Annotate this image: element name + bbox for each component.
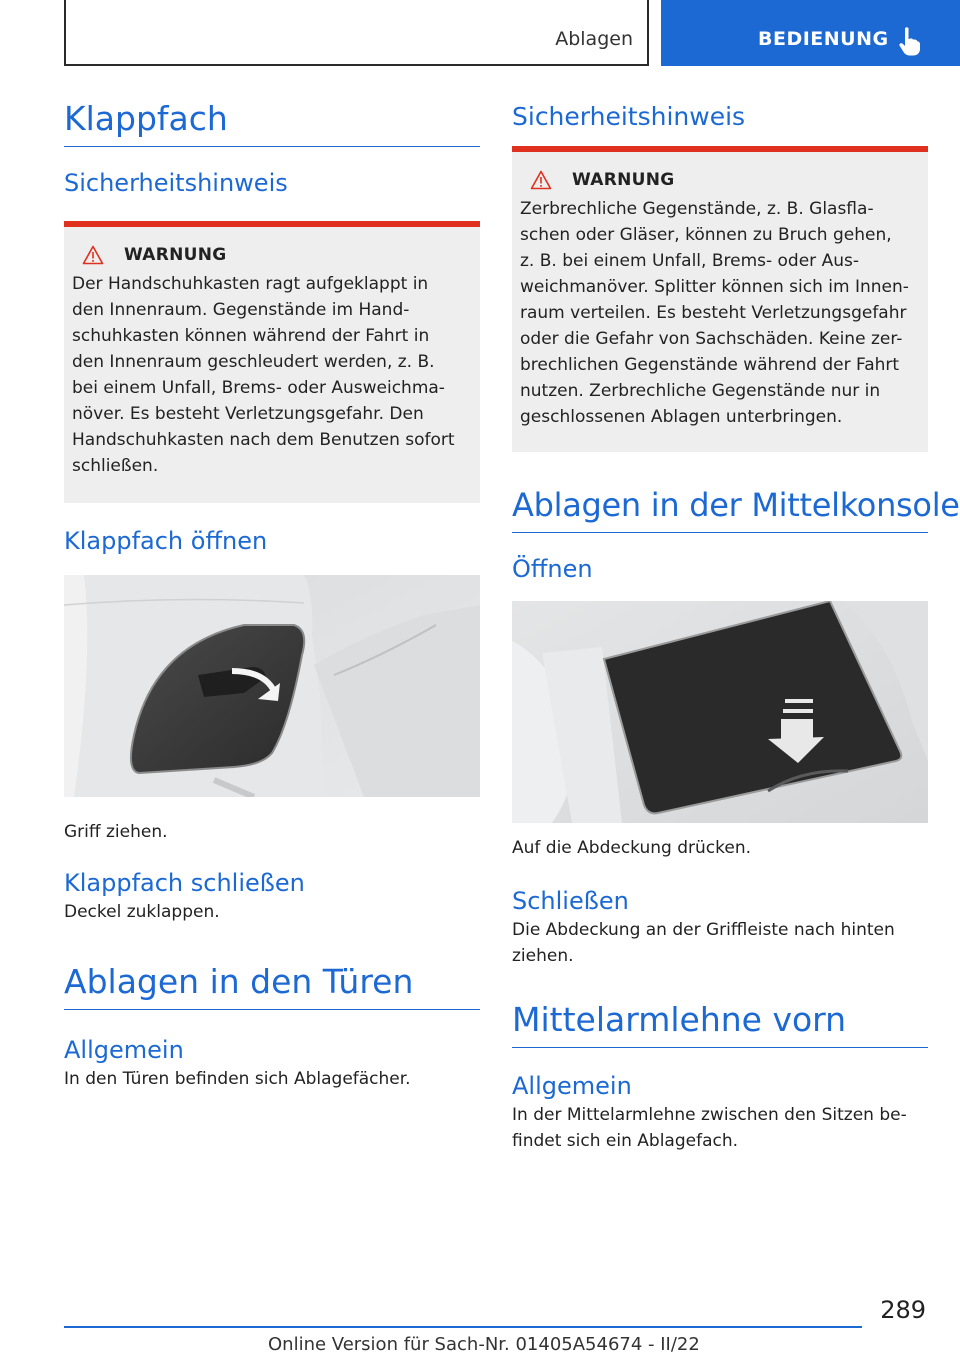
left-column (64, 96, 480, 1092)
armrest-text (512, 1102, 928, 1154)
warning-line: brechlichen Gegenstände während der Fahrt (520, 355, 900, 375)
warning-line: den Innenraum. Gegenstände im Hand- (72, 300, 410, 320)
section-title-doors: Ablagen in den Türen (64, 959, 480, 1010)
warning-line: geschlossenen Ablagen unterbringen. (520, 407, 843, 427)
subheading-close-console: Schließen (512, 887, 629, 915)
warning-text (72, 271, 472, 479)
warning-line: z. B. bei einem Unfall, Brems- oder Aus- (520, 251, 859, 271)
subheading-safety: Sicherheitshinweis (64, 169, 288, 197)
subheading-open-glovebox: Klappfach öffnen (64, 527, 268, 555)
page-number: 289 (880, 1296, 926, 1324)
header-chapter-box (661, 0, 960, 66)
warning-line: schließen. (72, 456, 159, 476)
right-column (512, 100, 960, 1154)
warning-triangle-icon (530, 170, 552, 190)
warning-header-right (530, 170, 920, 190)
glovebox-illustration (64, 575, 480, 797)
armrest-line: In der Mittelarmlehne zwischen den Sitzen be- (512, 1105, 907, 1125)
console-open-caption: Auf die Abdeckung drücken. (512, 838, 752, 858)
console-close-text (512, 917, 928, 969)
warning-line: bei einem Unfall, Brems- oder Ausweichma- (72, 378, 445, 398)
warning-line: Der Handschuhkasten ragt aufgeklappt in (72, 274, 429, 294)
general-doors-text: In den Türen befinden sich Ablagefächer. (64, 1069, 411, 1089)
warning-header (82, 245, 472, 265)
warning-title: WARNUNG (124, 245, 227, 265)
subheading-general-armrest: Allgemein (512, 1072, 632, 1100)
footer-online-version: Online Version für Sach-Nr. 01405A54674 - II/22 (268, 1334, 700, 1355)
warning-line: den Innenraum geschleudert werden, z. B. (72, 352, 435, 372)
warning-line: raum verteilen. Es besteht Verletzungsgefahr (520, 303, 907, 323)
footer-divider (64, 1326, 862, 1328)
subheading-open-console: Öffnen (512, 555, 593, 583)
open-caption: Griff ziehen. (64, 822, 168, 842)
header-chapter-label: BEDIENUNG (758, 28, 889, 50)
armrest-line: findet sich ein Ablagefach. (512, 1131, 739, 1151)
warning-line: schen oder Gläser, können zu Bruch gehen, (520, 225, 892, 245)
warning-line: növer. Es besteht Verletzungsgefahr. Den (72, 404, 424, 424)
console-close-line: Die Abdeckung an der Griffleiste nach hinten (512, 920, 895, 940)
warning-line: schuhkasten können während der Fahrt in (72, 326, 430, 346)
console-close-line: ziehen. (512, 946, 574, 966)
header-section-box (64, 0, 649, 66)
center-console-illustration (512, 601, 928, 823)
warning-line: Zerbrechliche Gegenstände, z. B. Glasfla- (520, 199, 874, 219)
section-title-armrest: Mittelarmlehne vorn (512, 997, 928, 1048)
header-section-label: Ablagen (555, 28, 633, 50)
warning-line: Handschuhkasten nach dem Benutzen sofort (72, 430, 455, 450)
section-title-klappfach: Klappfach (64, 96, 480, 147)
warning-box-right (512, 146, 928, 452)
pointing-hand-icon (898, 26, 922, 56)
warning-triangle-icon (82, 245, 104, 265)
subheading-general-doors: Allgemein (64, 1036, 184, 1064)
section-title-center-console: Ablagen in der Mittelkonsole (512, 482, 928, 533)
warning-line: weichmanöver. Splitter können sich im Innen- (520, 277, 909, 297)
warning-line: oder die Gefahr von Sachschäden. Keine zer- (520, 329, 903, 349)
warning-box (64, 221, 480, 503)
close-text: Deckel zuklappen. (64, 902, 220, 922)
center-console-image (512, 601, 928, 823)
warning-line: nutzen. Zerbrechliche Gegenstände nur in (520, 381, 881, 401)
glovebox-image (64, 575, 480, 797)
subheading-safety-right: Sicherheitshinweis (512, 102, 746, 131)
subheading-close-glovebox: Klappfach schließen (64, 869, 305, 897)
warning-title-right: WARNUNG (572, 170, 675, 190)
warning-text-right (520, 196, 920, 430)
